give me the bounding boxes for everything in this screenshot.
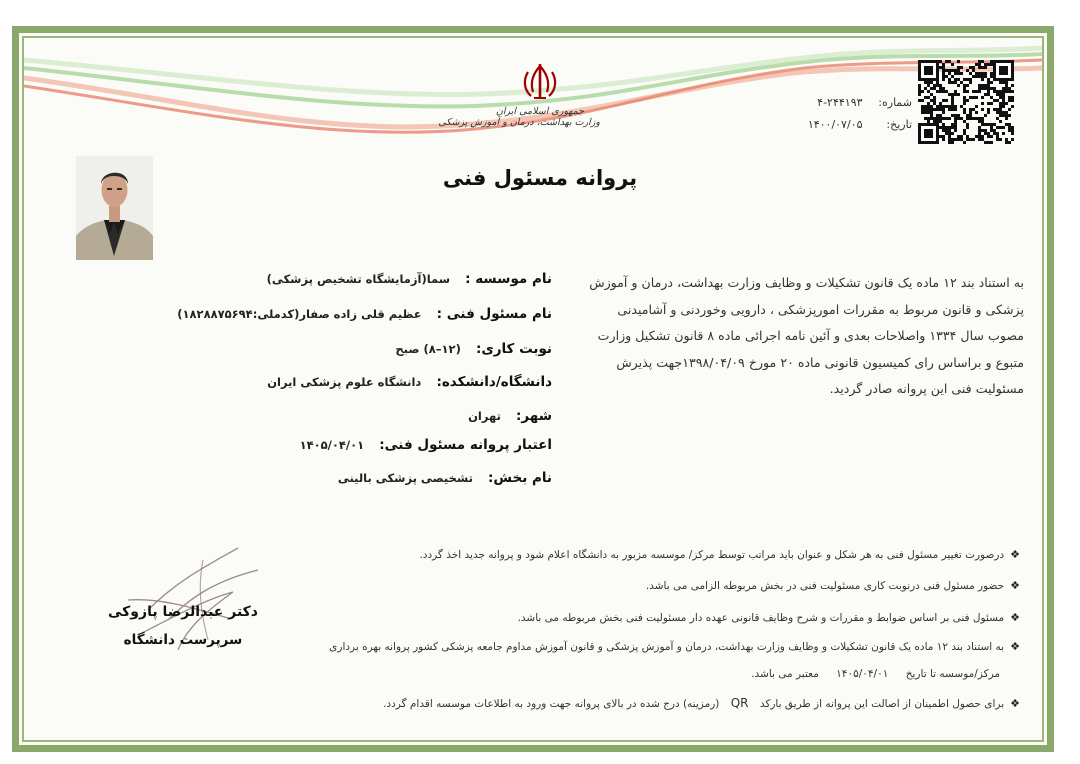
university-value: دانشگاه علوم پزشکی ایران <box>267 375 422 389</box>
note-item <box>419 548 1020 561</box>
intro-line: مصوب سال ۱۳۳۴ واصلاحات بعدی و آئین نامه اجرائی ماده ۸ قانون تشکیل وزارت <box>597 328 1024 343</box>
manager-label: نام مسئول فنی : <box>436 306 552 322</box>
note-continuation <box>751 668 1000 680</box>
doc-date-label: تاریخ: <box>886 118 912 131</box>
intro-line: متبوع و براساس رای کمیسیون قانونی ماده ۲۰ مورخ ۱۳۹۸/۰۴/۰۹جهت پذیرش <box>616 354 1024 370</box>
diamond-bullet-icon: ❖ <box>1010 611 1020 624</box>
note-text: حضور مسئول فنی درنوبت کاری مسئولیت فنی در بخش مربوطه الزامی می باشد. <box>645 580 1005 592</box>
intro-line: مسئولیت فنی این پروانه صادر گردید. <box>829 381 1024 396</box>
note-item <box>646 579 1020 592</box>
field-manager <box>177 303 552 322</box>
university-label: دانشگاه/دانشکده: <box>436 374 552 390</box>
note-text: معتبر می باشد. <box>751 668 819 680</box>
field-validity <box>300 434 552 453</box>
field-university <box>267 371 552 390</box>
signatory <box>98 604 268 648</box>
field-shift <box>395 338 552 357</box>
note-text: به استناد بند ۱۲ ماده یک قانون تشکیلات و وظایف وزارت بهداشت، درمان و آموزش پزشکی و قانون آموزش مداوم جامعه پزشکی کشور پروانه بهره برداری <box>329 641 1005 653</box>
institution-label: نام موسسه : <box>465 271 552 287</box>
diamond-bullet-icon: ❖ <box>1010 640 1020 653</box>
section-label: نام بخش: <box>487 470 552 486</box>
diamond-bullet-icon: ❖ <box>1010 579 1020 592</box>
doc-number-value: ۴-۲۴۴۱۹۳ <box>817 96 863 109</box>
note-text: (رمزینه) درج شده در بالای پروانه جهت ورود به اطلاعات موسسه اقدام گردد. <box>383 698 720 710</box>
document-meta <box>772 92 912 136</box>
page-title: پروانه مسئول فنی <box>442 166 638 190</box>
section-value: تشخیصی پزشکی بالینی <box>337 471 473 485</box>
city-label: شهر: <box>516 408 552 424</box>
emblem-line-ministry: وزارت بهداشت، درمان و آموزش پزشکی <box>438 117 600 128</box>
note-item <box>383 696 1020 710</box>
emblem-line-republic: جمهوری اسلامی ایران <box>495 106 585 117</box>
shift-label: نوبت کاری: <box>475 341 552 357</box>
diamond-bullet-icon: ❖ <box>1010 548 1020 561</box>
field-institution <box>267 268 552 287</box>
note-text: مسئول فنی بر اساس ضوابط و مقررات و شرح وظایف قانونی عهده دار مسئولیت فنی بخش مربوطه می باشد. <box>517 612 1005 624</box>
doc-number-label: شماره: <box>878 96 912 109</box>
portrait-photo <box>76 156 153 260</box>
note-qr-text: QR <box>730 696 749 710</box>
note-text: مرکز/موسسه تا تاریخ <box>905 668 1000 680</box>
city-value: تهران <box>468 409 501 423</box>
note-date: ۱۴۰۵/۰۴/۰۱ <box>836 668 889 680</box>
intro-line: به استناد بند ۱۲ ماده یک قانون تشکیلات و وظایف وزارت بهداشت، درمان و آموزش <box>589 275 1024 290</box>
national-emblem <box>438 62 600 142</box>
manager-value: عظیم قلی زاده صفار(کدملی:۱۸۲۸۸۷۵۶۹۴) <box>177 307 422 321</box>
doc-number-row <box>772 92 912 114</box>
institution-value: سما(آزمایشگاه تشخیص پزشکی) <box>266 272 451 286</box>
note-item <box>329 640 1020 653</box>
diamond-bullet-icon: ❖ <box>1010 697 1020 710</box>
note-item <box>518 611 1020 624</box>
signer-name: دکتر عبدالرضا پازوکی <box>108 604 258 620</box>
field-section <box>338 467 552 486</box>
intro-line: پزشکی و قانون مربوط به مقررات امورپزشکی ، دارویی وخوردنی و آشامیدنی <box>617 301 1024 317</box>
emblem-icon <box>520 62 560 102</box>
note-text: درصورت تغییر مسئول فنی به هر شکل و عنوان باید مراتب توسط مرکز/ موسسه مزبور به دانشگاه اعلام شود و پروانه جدید اخذ گردد. <box>419 549 1005 561</box>
validity-value: ۱۴۰۵/۰۴/۰۱ <box>299 438 365 452</box>
signer-role: سرپرست دانشگاه <box>123 632 243 648</box>
legal-intro <box>578 270 1024 403</box>
field-city <box>468 405 552 424</box>
note-text: برای حصول اطمینان از اصالت این پروانه از طریق بارکد <box>759 698 1005 710</box>
doc-date-value: ۱۴۰۰/۰۷/۰۵ <box>807 118 863 131</box>
shift-value: (۱۲–۸) صبح <box>395 342 461 356</box>
validity-label: اعتبار پروانه مسئول فنی: <box>379 437 552 453</box>
doc-date-row <box>772 114 912 136</box>
qr-code-icon <box>918 60 1014 144</box>
